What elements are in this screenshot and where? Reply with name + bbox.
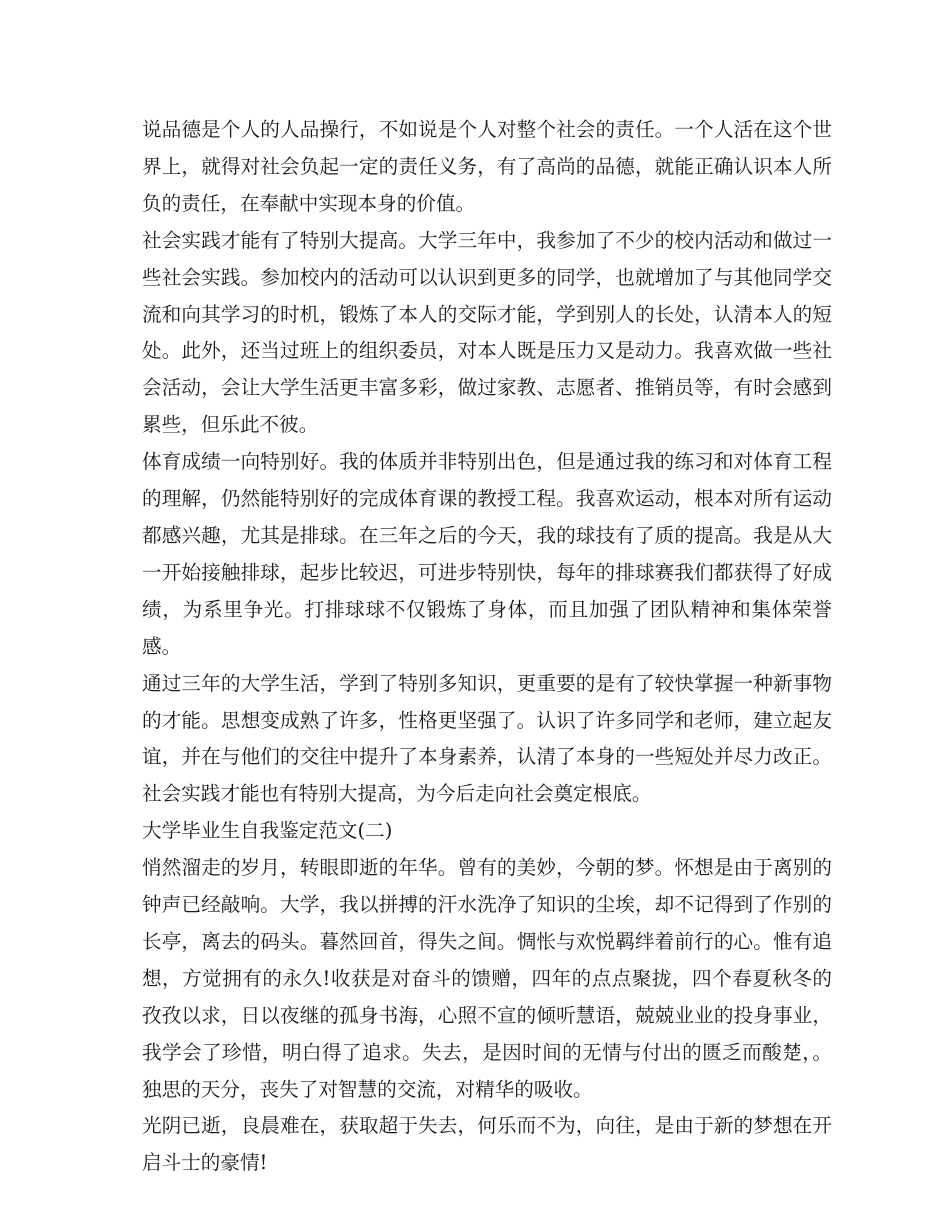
paragraph-summary: 通过三年的大学生活，学到了特别多知识，更重要的是有了较快掌握一种新事物的才能。思想变成熟了许多，性格更坚强了。认识了许多同学和老师，建立起友谊，并在与他们的交往中提升了本身素养，认清了本身的一些短处并尽力改正。社会实践才能也有特别大提高，为今后走向社会奠定根底。 — [142, 671, 832, 806]
paragraph-reflection: 悄然溜走的岁月，转眼即逝的年华。曾有的美妙，今朝的梦。怀想是由于离别的钟声已经敲响。大学，我以拼搏的汗水洗净了知识的尘埃，却不记得到了作别的长亭，离去的码头。暮然回首，得失之间。惆怅与欢悦羁绊着前行的心。惟有追想，方觉拥有的永久!收获是对奋斗的馈赠，四年的点点聚拢，四个春夏秋冬的孜孜以求，日以夜继的孤身书海，心照不宣的倾听慧语，兢兢业业的投身事业，我学会了珍惜，明白得了追求。失去，是因时间的无情与付出的匮乏而酸楚，。独思的天分，丧失了对智慧的交流，对精华的吸收。 — [142, 856, 832, 1101]
paragraph-social-practice: 社会实践才能有了特别大提高。大学三年中，我参加了不少的校内活动和做过一些社会实践。参加校内的活动可以认识到更多的同学，也就增加了与其他同学交流和向其学习的时机，锻炼了本人的交际才能，学到别人的长处，认清本人的短处。此外，还当过班上的组织委员，对本人既是压力又是动力。我喜欢做一些社会活动，会让大学生活更丰富多彩，做过家教、志愿者、推销员等，有时会感到累些，但乐此不彼。 — [142, 228, 832, 437]
paragraph-sports: 体育成绩一向特别好。我的体质并非特别出色，但是通过我的练习和对体育工程的理解，仍然能特别好的完成体育课的教授工程。我喜欢运动，根本对所有运动都感兴趣，尤其是排球。在三年之后的今天，我的球技有了质的提高。我是从大一开始接触排球，起步比较迟，可进步特别快，每年的排球赛我们都获得了好成绩，为系里争光。打排球球不仅锻炼了身体，而且加强了团队精神和集体荣誉感。 — [142, 450, 832, 658]
document-body — [142, 112, 832, 1182]
paragraph-moral-responsibility: 说品德是个人的人品操行，不如说是个人对整个社会的责任。一个人活在这个世界上，就得对社会负起一定的责任义务，有了高尚的品德，就能正确认识本人所负的责任，在奉献中实现本身的价值。 — [142, 118, 832, 215]
paragraph-closing: 光阴已逝，良晨难在，获取超于失去，何乐而不为，向往，是由于新的梦想在开启斗士的豪情! — [142, 1114, 832, 1175]
section-heading: 大学毕业生自我鉴定范文(二) — [142, 819, 393, 843]
